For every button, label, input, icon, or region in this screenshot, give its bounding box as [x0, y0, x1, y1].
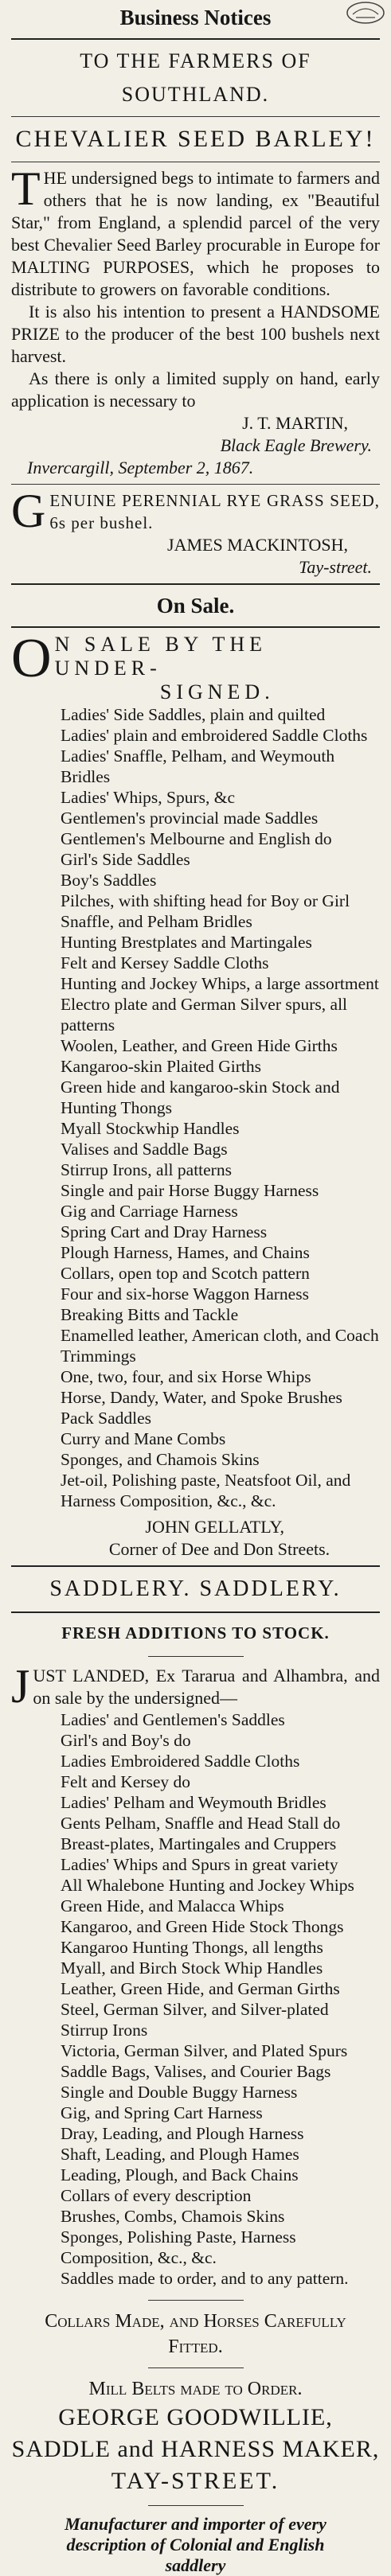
section-title: Business Notices: [119, 6, 272, 29]
sale-title: [11, 633, 380, 704]
list-item: Ladies' Snaffle, Pelham, and Weymouth Bridles: [61, 746, 335, 786]
notice-line: Collars Made, and Horses Carefully: [45, 2311, 346, 2332]
notice-body-text: ENUINE PERENNIAL RYE GRASS SEED, 6s per bushel.: [49, 491, 380, 532]
list-item: Saddle Bags, Valises, and Courier Bags: [61, 2062, 331, 2081]
divider: [11, 583, 380, 585]
item-list: [11, 704, 380, 1511]
list-item: Ladies' Side Saddles, plain and quilted: [61, 705, 326, 724]
list-item: Felt and Kersey do: [61, 1772, 191, 1791]
signer-place: Black Eagle Brewery.: [220, 435, 372, 455]
list-item: Felt and Kersey Saddle Cloths: [61, 953, 269, 972]
list-item: Woolen, Leather, and Green Hide Girths: [61, 1036, 338, 1055]
divider: [11, 38, 380, 40]
list-item: Jet-oil, Polishing paste, Neatsfoot Oil, and Harness Composition, &c., &c.: [61, 1471, 351, 1510]
list-item: Stirrup Irons, all patterns: [61, 1160, 232, 1179]
list-item: Collars of every description: [61, 2186, 252, 2205]
notice-title: CHEVALIER SEED BARLEY!: [15, 126, 376, 152]
list-item: Ladies' Whips, Spurs, &c: [61, 788, 236, 807]
list-item: Four and six-horse Waggon Harness: [61, 1284, 309, 1304]
list-item: Boy's Saddles: [61, 871, 157, 890]
section-heading: On Sale.: [156, 594, 235, 618]
list-item: Pack Saddles: [61, 1409, 152, 1428]
list-item: Pilches, with shifting head for Boy or Girl: [61, 891, 350, 910]
merchant-trade: SADDLE and HARNESS MAKER,: [11, 2436, 380, 2462]
notice-body-text: HE undersigned begs to intimate to farmers and others that he is now landing, ex "Beautiful Star," from England, a splendid parcel of the very best Chevalier Seed Barley procurable in Europe for MALTING PURPOSES, which he proposes to distribute to growers on favorable conditions.: [11, 168, 380, 299]
list-item: Gig, and Spring Cart Harness: [61, 2103, 263, 2122]
divider: [11, 626, 380, 628]
list-item: Hunting Brestplates and Martingales: [61, 933, 312, 952]
list-item: Ladies' Pelham and Weymouth Bridles: [61, 1793, 326, 1812]
notice-body: As there is only a limited supply on hand, early application is necessary to: [11, 368, 380, 411]
list-item: Gentlemen's Melbourne and English do: [61, 829, 332, 848]
list-item: Ladies' Whips and Spurs in great variety: [61, 1855, 338, 1874]
list-item: Sponges, Polishing Paste, Harness Composition, &c., &c.: [61, 2227, 296, 2267]
list-item: Ladies' plain and embroidered Saddle Cloths: [61, 726, 368, 745]
signer-place: Tay-street.: [299, 557, 372, 577]
sale-title-line: N SALE BY THE UNDER-: [54, 633, 268, 680]
divider: [11, 116, 380, 117]
notice-body: [11, 485, 380, 537]
list-item: Spring Cart and Dray Harness: [61, 1222, 268, 1241]
list-item: Horse, Dandy, Water, and Spoke Brushes: [61, 1388, 342, 1407]
list-item: Leather, Green Hide, and German Girths: [61, 1979, 340, 1998]
signer-name: JOHN GELLATLY,: [145, 1517, 284, 1537]
section-heading: SADDLERY. SADDLERY.: [49, 1576, 342, 1601]
signer-place: Corner of Dee and Don Streets.: [108, 1539, 330, 1559]
sale-title-line: SIGNED.: [159, 680, 275, 703]
divider: [11, 1611, 380, 1613]
list-item: Dray, Leading, and Plough Harness: [61, 2124, 304, 2143]
divider: [148, 2300, 244, 2301]
list-item: Single and Double Buggy Harness: [61, 2083, 298, 2102]
list-item: Victoria, German Silver, and Plated Spurs: [61, 2041, 348, 2060]
list-item: Green Hide, and Malacca Whips: [61, 1896, 284, 1915]
divider: [148, 2505, 244, 2506]
list-item: Ladies' and Gentlemen's Saddles: [61, 1710, 285, 1729]
list-item: Ladies Embroidered Saddle Cloths: [61, 1752, 300, 1771]
divider: [11, 1565, 380, 1567]
divider: [148, 1656, 244, 1657]
list-item: Gentlemen's provincial made Saddles: [61, 809, 319, 828]
drop-cap: O: [11, 633, 52, 689]
list-item: Girl's Side Saddles: [61, 850, 190, 869]
item-list: [11, 1709, 380, 2289]
list-item: Myall, and Birch Stock Whip Handles: [61, 1958, 323, 1978]
notice-body: [11, 162, 380, 301]
notice-body-text: UST LANDED, Ex Tararua and Alhambra, and on sale by the undersigned—: [33, 1666, 380, 1708]
list-item: Kangaroo, and Green Hide Stock Thongs: [61, 1917, 344, 1936]
divider: [11, 484, 380, 485]
merchant-street: TAY-STREET.: [111, 2468, 280, 2494]
list-item: Curry and Mane Combs: [61, 1429, 226, 1448]
list-item: Hunting and Jockey Whips, a large assortment: [61, 974, 379, 993]
signer-name: JAMES MACKINTOSH,: [167, 535, 348, 555]
list-item: One, two, four, and six Horse Whips: [61, 1367, 311, 1386]
merchant-name: GEORGE GOODWILLIE,: [58, 2404, 333, 2430]
list-item: Gents Pelham, Snaffle and Head Stall do: [61, 1814, 341, 1833]
signer-name: J. T. MARTIN,: [242, 413, 348, 433]
list-item: Saddles made to order, and to any pattern.: [61, 2269, 349, 2288]
list-item: Green hide and kangaroo-skin Stock and Hunting Thongs: [61, 1078, 340, 1117]
list-item: Brushes, Combs, Chamois Skins: [61, 2207, 285, 2226]
notice-line: Mill Belts made to Order.: [88, 2379, 303, 2399]
list-item: Kangaroo-skin Plaited Girths: [61, 1057, 261, 1076]
list-item: Myall Stockwhip Handles: [61, 1119, 240, 1138]
list-item: Plough Harness, Hames, and Chains: [61, 1243, 310, 1262]
list-item: Sponges, and Chamois Skins: [61, 1450, 260, 1469]
seal-emblem: [345, 0, 386, 25]
notice-footer: Manufacturer and importer of every description of Colonial and English saddlery: [65, 2514, 326, 2575]
notice-date: Invercargill, September 2, 1867.: [27, 458, 254, 477]
list-item: Steel, German Silver, and Silver-plated Stirrup Irons: [61, 2000, 329, 2040]
list-item: Valises and Saddle Bags: [61, 1140, 228, 1159]
list-item: Single and pair Horse Buggy Harness: [61, 1181, 319, 1200]
drop-cap: J: [11, 1660, 30, 1713]
section-subheading: FRESH ADDITIONS TO STOCK.: [61, 1623, 330, 1643]
list-item: Leading, Plough, and Back Chains: [61, 2165, 299, 2184]
list-item: All Whalebone Hunting and Jockey Whips: [61, 1876, 354, 1895]
notice-heading: TO THE FARMERS OF SOUTHLAND.: [80, 49, 311, 106]
drop-cap: G: [11, 485, 47, 537]
list-item: Collars, open top and Scotch pattern: [61, 1264, 310, 1283]
list-item: Enamelled leather, American cloth, and Coach Trimmings: [61, 1326, 379, 1366]
list-item: Electro plate and German Silver spurs, all patterns: [61, 995, 348, 1035]
list-item: Snaffle, and Pelham Bridles: [61, 912, 252, 931]
notice-line: Fitted.: [168, 2336, 223, 2357]
list-item: Shaft, Leading, and Plough Hames: [61, 2145, 299, 2164]
list-item: Kangaroo Hunting Thongs, all lengths: [61, 1938, 323, 1957]
list-item: Gig and Carriage Harness: [61, 1202, 238, 1221]
drop-cap: T: [11, 162, 41, 215]
list-item: Breaking Bitts and Tackle: [61, 1305, 239, 1324]
list-item: Breast-plates, Martingales and Cruppers: [61, 1834, 337, 1853]
notice-body: [11, 1660, 380, 1713]
list-item: Girl's and Boy's do: [61, 1731, 191, 1750]
notice-body: It is also his intention to present a HANDSOME PRIZE to the producer of the best 100 bushels next harvest.: [11, 302, 380, 366]
